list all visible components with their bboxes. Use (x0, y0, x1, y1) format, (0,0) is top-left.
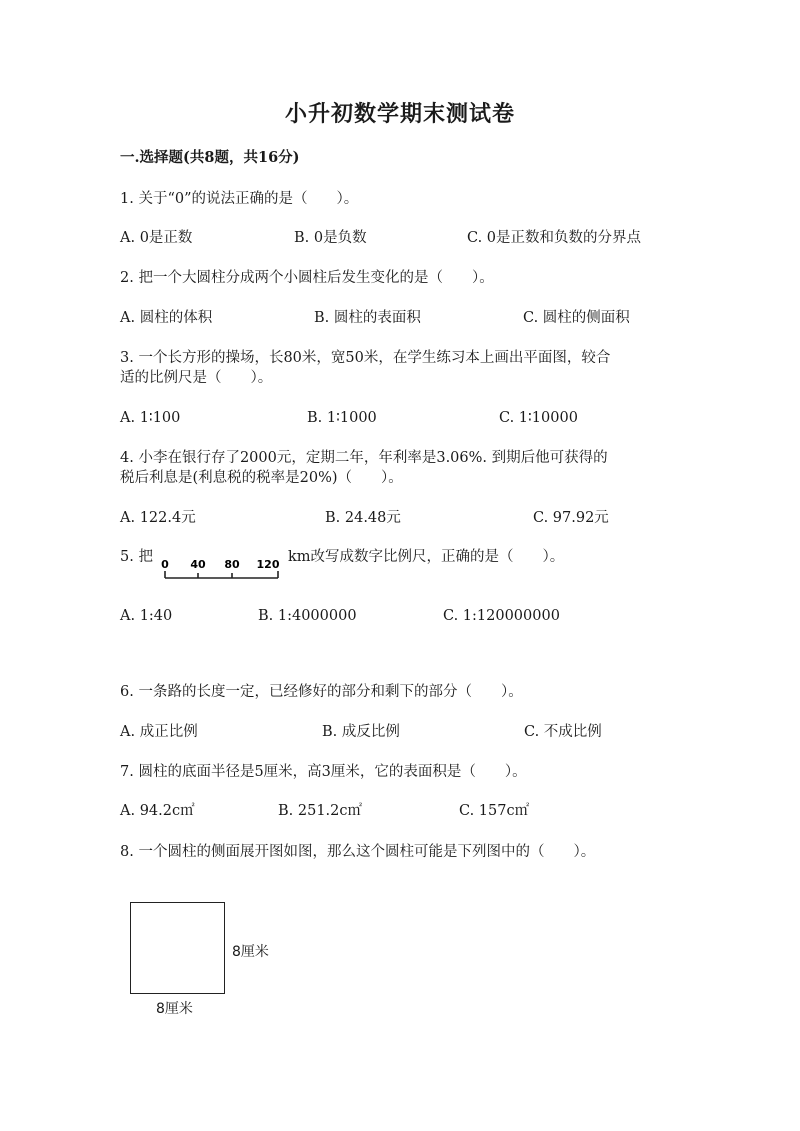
scale-tick-label: 80 (224, 558, 240, 571)
question-3-option-c[interactable]: C. 1∶10000 (499, 410, 578, 426)
scale-bar-figure (160, 556, 282, 584)
question-5-option-a[interactable]: A. 1:40 (120, 608, 173, 624)
question-4-option-c[interactable]: C. 97.92元 (533, 510, 609, 526)
question-1-option-c[interactable]: C. 0是正数和负数的分界点 (467, 230, 642, 246)
question-2-option-a[interactable]: A. 圆柱的体积 (120, 310, 213, 326)
question-3-option-a[interactable]: A. 1∶100 (120, 410, 181, 426)
question-1-option-b[interactable]: B. 0是负数 (294, 230, 367, 246)
question-2-option-b[interactable]: B. 圆柱的表面积 (314, 310, 421, 326)
question-4-option-b[interactable]: B. 24.48元 (325, 510, 401, 526)
scale-tick-label: 0 (161, 558, 169, 571)
question-5-stem-prefix: 5. 把 (120, 549, 153, 565)
question-2-stem: 2. 把一个大圆柱分成两个小圆柱后发生变化的是（ ）。 (120, 270, 494, 286)
side-length-label: 8厘米 (232, 944, 269, 960)
question-2-option-c[interactable]: C. 圆柱的侧面积 (523, 310, 630, 326)
question-5-stem-suffix: km改写成数字比例尺，正确的是（ ）。 (288, 549, 565, 565)
question-4-option-a[interactable]: A. 122.4元 (120, 510, 196, 526)
question-1-option-a[interactable]: A. 0是正数 (120, 230, 193, 246)
unfolded-side-figure (129, 902, 269, 1017)
question-5-option-b[interactable]: B. 1:4000000 (258, 608, 357, 624)
question-1-stem: 1. 关于“0”的说法正确的是（ ）。 (120, 191, 359, 207)
scale-tick-label: 120 (256, 558, 280, 571)
section-heading: 一.选择题(共8题，共16分) (120, 149, 300, 166)
page-title: 小升初数学期末测试卷 (284, 101, 515, 127)
question-7-option-b[interactable]: B. 251.2c㎡ (278, 803, 363, 819)
question-6-option-b[interactable]: B. 成反比例 (322, 724, 400, 740)
question-4-stem-line-2: 税后利息是(利息税的税率是20%)（ ）。 (120, 470, 403, 486)
question-7-option-c[interactable]: C. 157c㎡ (459, 803, 530, 819)
question-7-option-a[interactable]: A. 94.2c㎡ (120, 803, 195, 819)
question-3-stem-line-2: 适的比例尺是（ ）。 (120, 370, 273, 386)
square-shape (130, 902, 225, 994)
question-4-stem-line-1: 4. 小李在银行存了2000元，定期二年，年利率是3.06%. 到期后他可获得的 (120, 450, 608, 466)
question-5-option-c[interactable]: C. 1:120000000 (443, 608, 560, 624)
question-3-stem-line-1: 3. 一个长方形的操场，长80米，宽50米，在学生练习本上画出平面图，较合 (120, 350, 611, 366)
question-6-option-a[interactable]: A. 成正比例 (120, 724, 198, 740)
question-7-stem: 7. 圆柱的底面半径是5厘米，高3厘米，它的表面积是（ ）。 (120, 764, 527, 780)
question-3-option-b[interactable]: B. 1∶1000 (307, 410, 377, 426)
question-8-stem: 8. 一个圆柱的侧面展开图如图，那么这个圆柱可能是下列图中的（ ）。 (120, 844, 596, 860)
question-6-stem: 6. 一条路的长度一定，已经修好的部分和剩下的部分（ ）。 (120, 684, 523, 700)
scale-tick-label: 40 (190, 558, 206, 571)
question-6-option-c[interactable]: C. 不成比例 (524, 724, 602, 740)
bottom-length-label: 8厘米 (156, 1001, 193, 1017)
